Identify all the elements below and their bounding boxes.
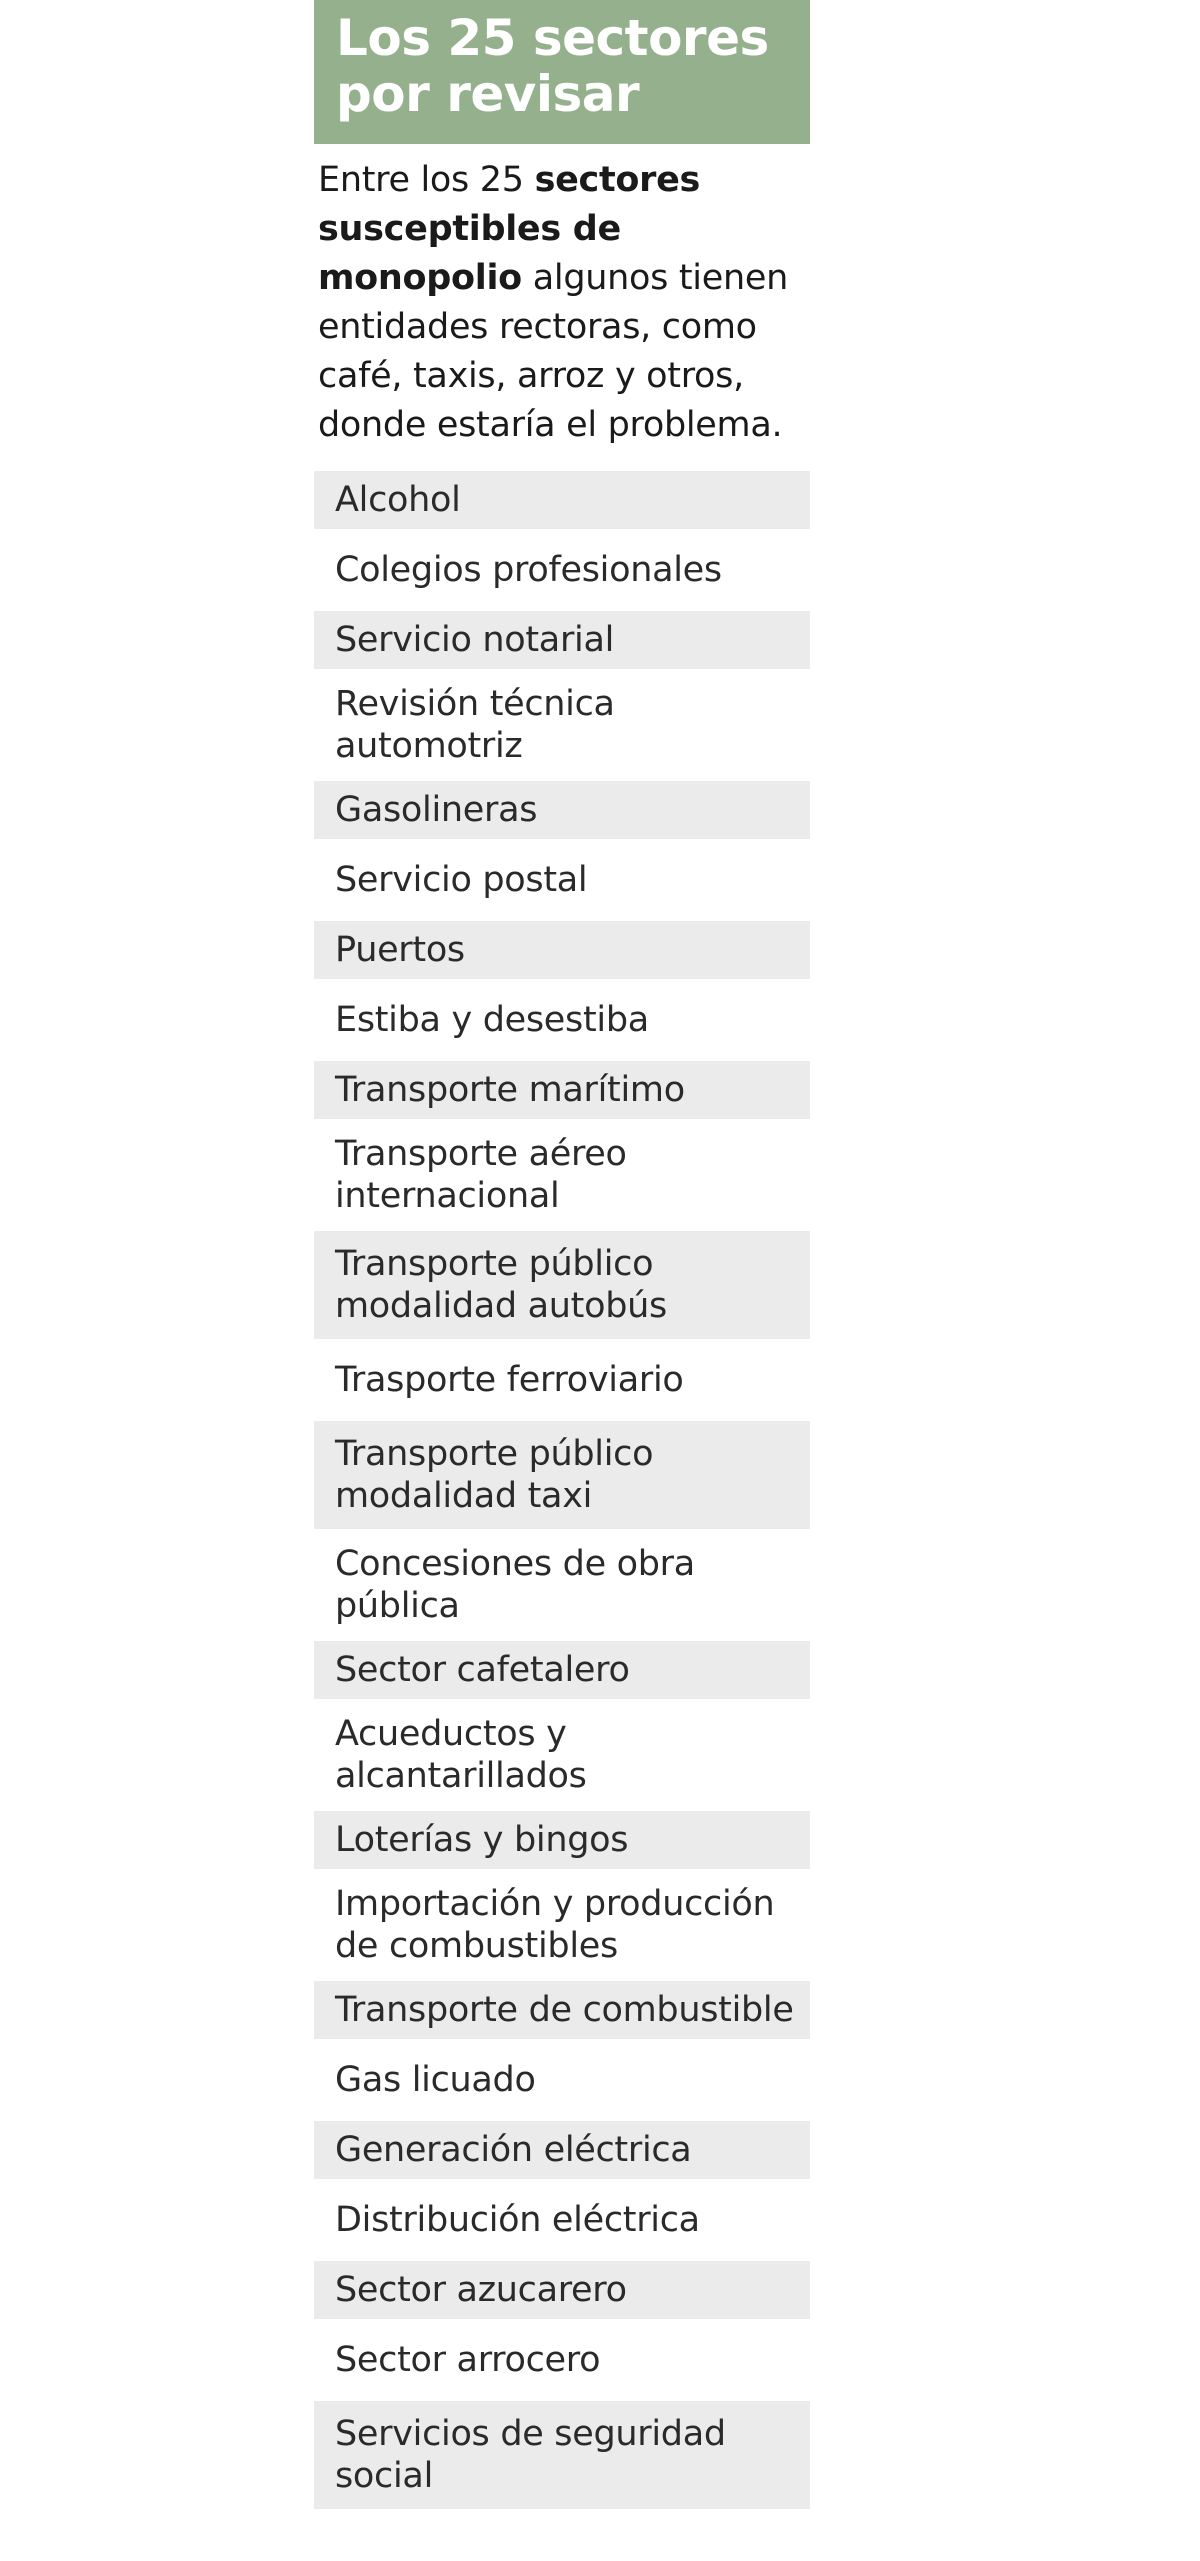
sector-row xyxy=(314,1421,810,1529)
sector-row xyxy=(314,921,810,979)
title-banner xyxy=(314,0,810,144)
sector-row xyxy=(314,1641,810,1699)
sector-label xyxy=(335,2339,600,2381)
sector-label xyxy=(335,1243,667,1327)
sector-label-line-1: Loterías y bingos xyxy=(335,1820,629,1860)
sector-label-line-1: Transporte público xyxy=(335,1244,654,1284)
sector-row xyxy=(314,2179,810,2261)
sector-label-line-1: Transporte de combustible xyxy=(335,1990,794,2030)
sector-row xyxy=(314,1339,810,1421)
sector-label xyxy=(335,1883,774,1967)
sector-label-line-1: Sector cafetalero xyxy=(335,1650,630,1690)
sector-row xyxy=(314,781,810,839)
sector-row xyxy=(314,2319,810,2401)
sector-label xyxy=(335,929,465,971)
sector-label xyxy=(335,1069,685,1111)
sector-label xyxy=(335,619,614,661)
sector-label-line-1: Acueductos y xyxy=(335,1714,567,1754)
sector-row xyxy=(314,1869,810,1981)
sector-label-line-1: Trasporte ferroviario xyxy=(335,1360,684,1400)
intro-paragraph xyxy=(314,144,810,471)
sector-row xyxy=(314,2261,810,2319)
sector-label-line-1: Servicio notarial xyxy=(335,620,615,660)
sector-label-line-1: Alcohol xyxy=(335,480,461,520)
sector-row xyxy=(314,471,810,529)
sector-label-line-1: Revisión técnica xyxy=(335,684,615,724)
sector-label-line-2: modalidad taxi xyxy=(335,1476,593,1516)
title-line-1: Los 25 sectores xyxy=(336,9,769,67)
sector-label xyxy=(335,479,461,521)
sector-row xyxy=(314,839,810,921)
sector-row xyxy=(314,1061,810,1119)
sector-label-line-1: Puertos xyxy=(335,930,465,970)
sector-row xyxy=(314,1981,810,2039)
sector-row xyxy=(314,1231,810,1339)
sector-label xyxy=(335,789,537,831)
sector-label xyxy=(335,2059,536,2101)
sector-label xyxy=(335,1713,587,1797)
sector-label-line-1: Colegios profesionales xyxy=(335,550,722,590)
sector-label xyxy=(335,859,587,901)
sector-label-line-2: pública xyxy=(335,1586,460,1626)
sector-label-line-2: internacional xyxy=(335,1176,560,1216)
sector-row xyxy=(314,669,810,781)
title-line-2: por revisar xyxy=(336,65,640,123)
sector-label xyxy=(335,2129,691,2171)
sector-list xyxy=(314,471,810,2509)
sector-label xyxy=(335,2269,627,2311)
sector-label-line-2: automotriz xyxy=(335,726,523,766)
sector-row xyxy=(314,1699,810,1811)
sector-label xyxy=(335,1433,653,1517)
sector-label xyxy=(335,683,615,767)
sector-row xyxy=(314,1529,810,1641)
sector-label-line-1: Transporte público xyxy=(335,1434,654,1474)
sector-row xyxy=(314,2039,810,2121)
sector-label xyxy=(335,1819,628,1861)
sector-label xyxy=(335,1989,794,2031)
sector-label-line-2: de combustibles xyxy=(335,1926,618,1966)
sector-label-line-1: Transporte aéreo xyxy=(335,1134,627,1174)
sector-label-line-1: Generación eléctrica xyxy=(335,2130,692,2170)
intro-text-bold: sectores susceptibles de monopolio xyxy=(318,160,701,298)
sector-label xyxy=(335,999,649,1041)
sector-label-line-1: Sector azucarero xyxy=(335,2270,627,2310)
sector-row xyxy=(314,2401,810,2509)
sector-label-line-1: Servicios de seguridad xyxy=(335,2414,726,2454)
sector-label-line-1: Importación y producción xyxy=(335,1884,775,1924)
sector-label xyxy=(335,2199,700,2241)
sector-row xyxy=(314,1811,810,1869)
sector-row xyxy=(314,979,810,1061)
sector-label xyxy=(335,2413,726,2497)
sector-row xyxy=(314,529,810,611)
sector-label-line-1: Servicio postal xyxy=(335,860,588,900)
sector-label-line-1: Distribución eléctrica xyxy=(335,2200,700,2240)
intro-text-start: Entre los 25 xyxy=(318,160,535,200)
sector-label xyxy=(335,1133,627,1217)
sector-label-line-2: social xyxy=(335,2456,433,2496)
sector-label-line-1: Concesiones de obra xyxy=(335,1544,695,1584)
sector-label-line-1: Estiba y desestiba xyxy=(335,1000,649,1040)
sector-label-line-1: Sector arrocero xyxy=(335,2340,601,2380)
sector-label-line-1: Gasolineras xyxy=(335,790,538,830)
sector-label-line-2: alcantarillados xyxy=(335,1756,587,1796)
intro-text-end: algunos tienen entidades rectoras, como café, taxis, arroz y otros, donde estaría el problema. xyxy=(318,258,788,445)
sector-label xyxy=(335,1543,695,1627)
sector-label-line-2: modalidad autobús xyxy=(335,1286,667,1326)
sector-row xyxy=(314,1119,810,1231)
sector-label xyxy=(335,549,722,591)
sector-label xyxy=(335,1649,630,1691)
sector-row xyxy=(314,611,810,669)
sector-row xyxy=(314,2121,810,2179)
sector-label xyxy=(335,1359,684,1401)
sector-label-line-1: Transporte marítimo xyxy=(335,1070,685,1110)
sector-label-line-1: Gas licuado xyxy=(335,2060,536,2100)
sectors-infographic xyxy=(314,0,810,2509)
